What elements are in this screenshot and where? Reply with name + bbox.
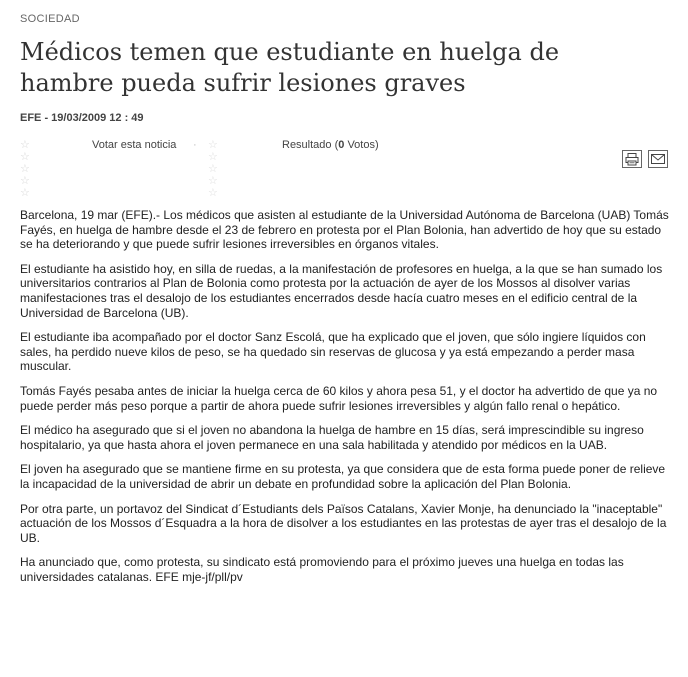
paragraph: El estudiante iba acompañado por el doctor Sanz Escolá, que ha explicado que el joven, que sólo ingiere líquidos con sales, ha perdido nueve kilos de peso, se ha quedado sin reservas de glucosa y ya está empezando a perder masa muscular. xyxy=(20,330,646,374)
star-icon: ☆ xyxy=(208,175,218,187)
vote-stars xyxy=(20,139,31,199)
star-icon[interactable]: ☆ xyxy=(20,175,30,187)
star-icon[interactable]: ☆ xyxy=(20,139,30,151)
print-icon xyxy=(623,151,641,167)
print-button[interactable] xyxy=(622,150,642,168)
section-label: SOCIEDAD xyxy=(20,13,80,25)
star-icon[interactable]: ☆ xyxy=(20,187,30,199)
headline: Médicos temen que estudiante en huelga de hambre pueda sufrir lesiones graves xyxy=(20,38,560,97)
vote-result xyxy=(282,139,379,151)
vote-count: 0 xyxy=(338,139,345,151)
article-body xyxy=(20,208,675,594)
result-stars xyxy=(208,139,219,199)
star-icon: ☆ xyxy=(208,139,218,151)
paragraph: El joven ha asegurado que se mantiene firme en su protesta, ya que considera que de esta forma puede poner de relieve la incapacidad de la universidad de abrir un debate en profundidad sobre la aplicación del Plan Bolonia. xyxy=(20,462,666,491)
byline: EFE - 19/03/2009 12 : 49 xyxy=(20,112,144,124)
star-icon: ☆ xyxy=(208,187,218,199)
vote-link[interactable]: Votar esta noticia xyxy=(92,139,177,151)
paragraph: Tomás Fayés pesaba antes de iniciar la huelga cerca de 60 kilos y ahora pesa 51, y el doctor ha advertido de que ya no puede perder más peso porque a partir de ahora puede sufrir lesiones irreversibles y algún fallo renal o hepático. xyxy=(20,383,658,413)
star-icon: ☆ xyxy=(208,151,218,163)
divider: · xyxy=(193,139,197,151)
star-icon[interactable]: ☆ xyxy=(20,163,30,175)
paragraph: Barcelona, 19 mar (EFE).- Los médicos que asisten al estudiante de la Universidad Autónoma de Barcelona (UAB) Tomás Fayés, en huelga de hambre desde el 23 de febrero en protesta por el Plan Bolonia, han advertido de hoy que su estado se ha deteriorando y que puede sufrir lesiones irreversibles en órganos vitales. xyxy=(20,208,669,252)
result-suffix: Votos) xyxy=(344,139,379,151)
paragraph: El médico ha asegurado que si el joven no abandona la huelga de hambre en 15 días, será imprescindible su ingreso hospitalario, ya que hasta ahora el joven permanece en una sala habilitada y atendido por médicos en la UAB. xyxy=(20,423,644,452)
star-icon[interactable]: ☆ xyxy=(20,151,30,163)
paragraph: El estudiante ha asistido hoy, en silla de ruedas, a la manifestación de profesores en huelga, a la que se han sumado los universitarios contrarios al Plan de Bolonia como protesta por la actuación de ayer de los Mossos al disolver varias manifestaciones tras el desalojo de los estudiantes encerrados desde hacía cuatro meses en el edificio central de la Universidad de Barcelona (UB). xyxy=(20,261,663,320)
star-icon: ☆ xyxy=(208,163,218,175)
result-prefix: Resultado ( xyxy=(282,139,339,151)
paragraph: Por otra parte, un portavoz del Sindicat d´Estudiants dels Països Catalans, Xavier Monje, ha denunciado la "inaceptable" actuación de los Mossos d´Esquadra a la hora de disolver a los estudiantes en las protestas de ayer tras el desalojo de la UB. xyxy=(20,501,667,545)
paragraph: Ha anunciado que, como protesta, su sindicato está promoviendo para el próximo jueves una huelga en todas las universidades catalanas. EFE mje-jf/pll/pv xyxy=(20,555,624,584)
email-icon xyxy=(649,151,667,167)
email-button[interactable] xyxy=(648,150,668,168)
